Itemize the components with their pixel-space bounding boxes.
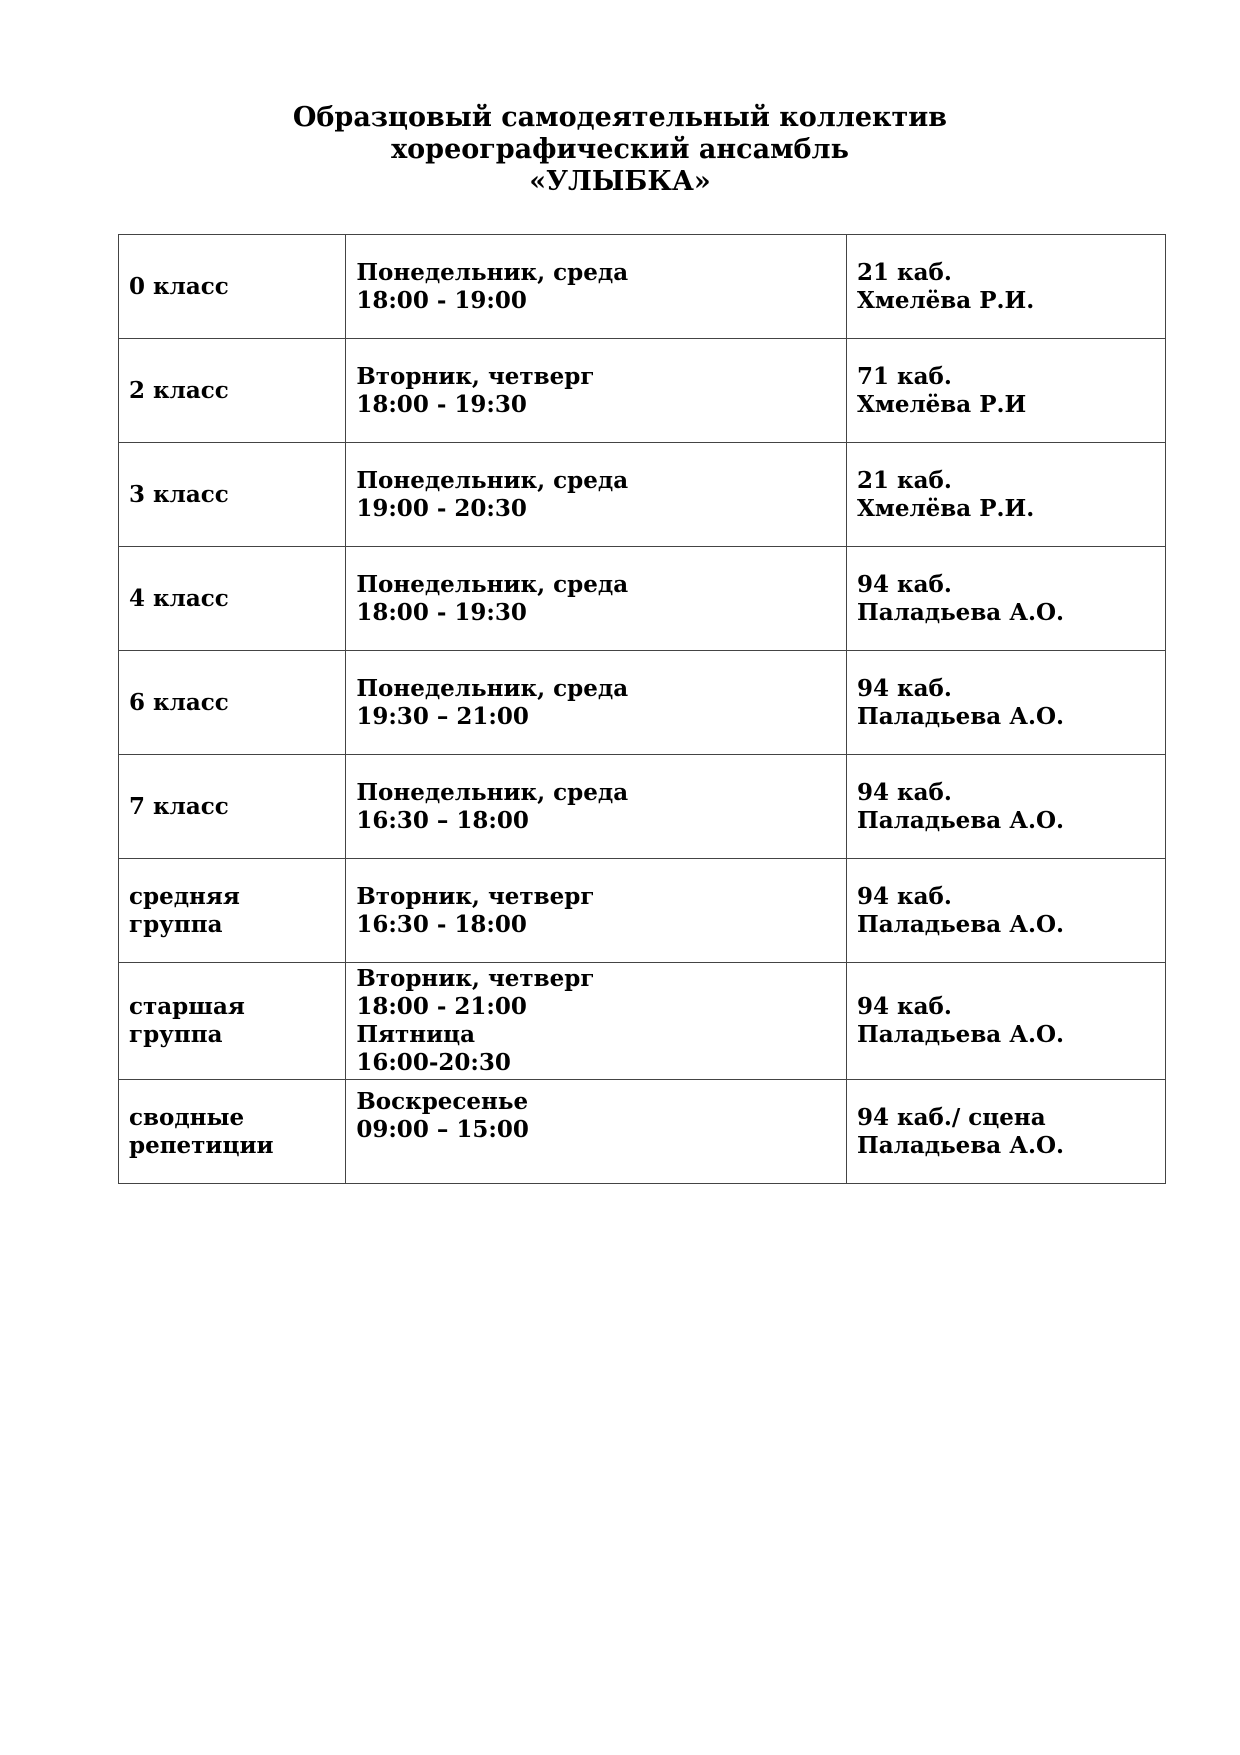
time-cell <box>346 859 847 963</box>
time-text: 19:00 - 20:30 <box>356 494 527 522</box>
title-line-3: «УЛЫБКА» <box>529 166 711 197</box>
table-row <box>119 547 1166 651</box>
table-row <box>119 755 1166 859</box>
room-cell <box>847 339 1166 443</box>
time-text: Вторник, четверг <box>356 882 595 910</box>
time-text: Понедельник, среда <box>356 778 629 806</box>
time-text: 18:00 - 19:30 <box>356 598 527 626</box>
time-text: 18:00 - 19:00 <box>356 286 527 314</box>
schedule-table <box>118 234 1166 1184</box>
group-cell <box>119 859 346 963</box>
schedule-body <box>119 235 1166 1184</box>
time-cell <box>346 651 847 755</box>
room-cell <box>847 1080 1166 1184</box>
time-cell <box>346 443 847 547</box>
group-cell <box>119 547 346 651</box>
group-text: сводные <box>129 1103 245 1131</box>
room-cell <box>847 235 1166 339</box>
group-text: 4 класс <box>129 584 229 612</box>
document-title <box>0 102 1240 198</box>
room-cell <box>847 963 1166 1080</box>
time-cell <box>346 1080 847 1184</box>
group-text: 7 класс <box>129 792 229 820</box>
time-cell <box>346 339 847 443</box>
group-text: старшая <box>129 993 245 1020</box>
room-text: Хмелёва Р.И. <box>857 286 1035 314</box>
time-cell <box>346 963 847 1080</box>
group-text: 6 класс <box>129 688 229 716</box>
group-cell <box>119 651 346 755</box>
group-cell <box>119 339 346 443</box>
group-cell <box>119 755 346 859</box>
group-text: средняя <box>129 882 240 910</box>
group-text: группа <box>129 1021 223 1048</box>
group-cell <box>119 963 346 1080</box>
time-text: 16:30 - 18:00 <box>356 910 527 938</box>
table-row <box>119 339 1166 443</box>
time-text: Понедельник, среда <box>356 466 629 494</box>
room-text: Паладьева А.О. <box>857 702 1064 730</box>
time-text: 18:00 - 21:00 <box>356 993 527 1020</box>
room-text: 94 каб. <box>857 570 952 598</box>
time-cell <box>346 547 847 651</box>
group-cell <box>119 1080 346 1184</box>
room-text: Хмелёва Р.И <box>857 390 1027 418</box>
time-text: 19:30 – 21:00 <box>356 702 529 730</box>
room-text: Паладьева А.О. <box>857 910 1064 938</box>
room-text: Паладьева А.О. <box>857 806 1064 834</box>
time-text: Воскресенье <box>356 1088 529 1115</box>
time-text: 09:00 – 15:00 <box>356 1116 529 1143</box>
room-text: 94 каб. <box>857 882 952 910</box>
time-text: 16:00-20:30 <box>356 1049 511 1076</box>
time-text: Пятница <box>356 1021 476 1048</box>
group-text: 2 класс <box>129 376 229 404</box>
room-text: 21 каб. <box>857 466 952 494</box>
room-cell <box>847 547 1166 651</box>
time-text: 16:30 – 18:00 <box>356 806 529 834</box>
time-text: Вторник, четверг <box>356 362 595 390</box>
time-cell <box>346 235 847 339</box>
group-text: 0 класс <box>129 272 229 300</box>
group-cell <box>119 235 346 339</box>
room-text: 94 каб. <box>857 778 952 806</box>
time-text: Понедельник, среда <box>356 258 629 286</box>
time-cell <box>346 755 847 859</box>
room-text: Хмелёва Р.И. <box>857 494 1035 522</box>
title-line-2: хореографический ансамбль <box>391 134 849 165</box>
room-text: 94 каб./ сцена <box>857 1103 1046 1131</box>
room-text: Паладьева А.О. <box>857 1131 1064 1159</box>
room-cell <box>847 651 1166 755</box>
table-row <box>119 651 1166 755</box>
room-text: Паладьева А.О. <box>857 598 1064 626</box>
time-text: Понедельник, среда <box>356 570 629 598</box>
group-cell <box>119 443 346 547</box>
room-cell <box>847 755 1166 859</box>
table-row <box>119 963 1166 1080</box>
room-text: Паладьева А.О. <box>857 1021 1064 1048</box>
table-row <box>119 235 1166 339</box>
room-text: 94 каб. <box>857 674 952 702</box>
room-text: 21 каб. <box>857 258 952 286</box>
time-text: Вторник, четверг <box>356 965 595 992</box>
room-text: 94 каб. <box>857 993 952 1020</box>
time-text: 18:00 - 19:30 <box>356 390 527 418</box>
group-text: группа <box>129 910 223 938</box>
room-cell <box>847 443 1166 547</box>
time-text: Понедельник, среда <box>356 674 629 702</box>
table-row <box>119 859 1166 963</box>
room-text: 71 каб. <box>857 362 952 390</box>
title-line-1: Образцовый самодеятельный коллектив <box>292 102 948 133</box>
table-row <box>119 443 1166 547</box>
group-text: репетиции <box>129 1131 274 1159</box>
room-cell <box>847 859 1166 963</box>
table-row <box>119 1080 1166 1184</box>
group-text: 3 класс <box>129 480 229 508</box>
